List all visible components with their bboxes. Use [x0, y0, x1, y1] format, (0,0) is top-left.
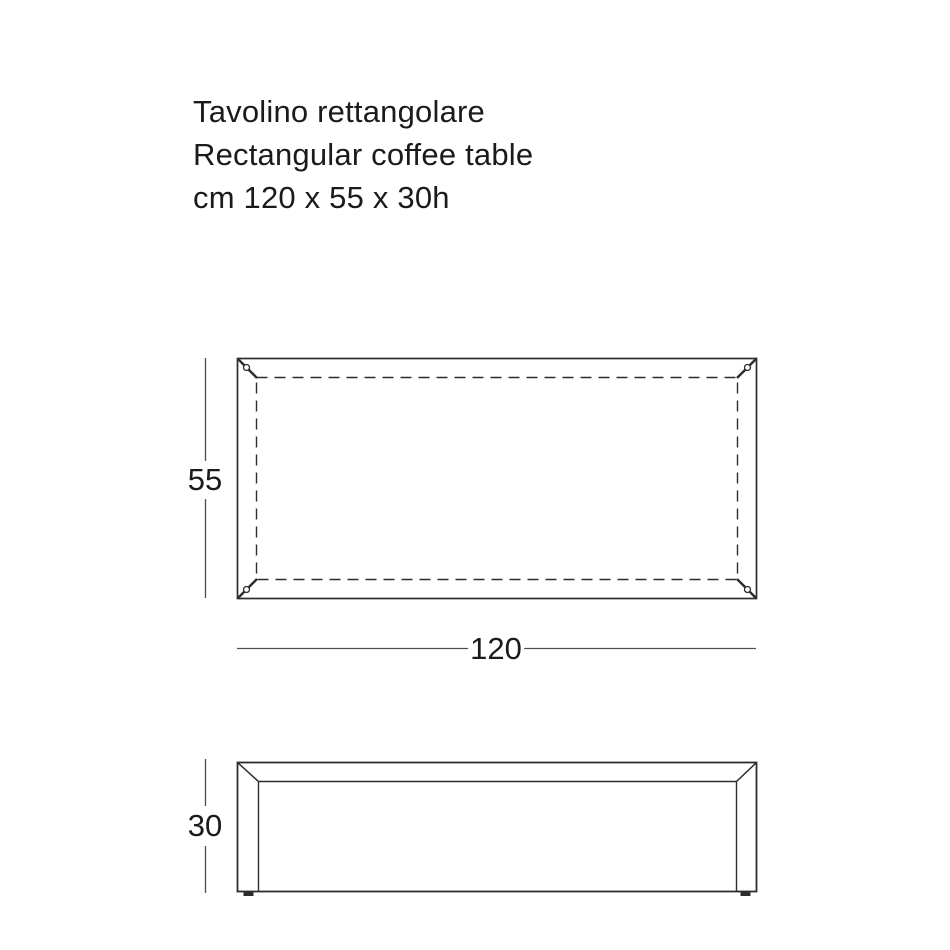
- tabletop-outer-outline: [238, 359, 757, 599]
- front-view: [238, 763, 757, 897]
- corner-screw-icon-bottom-right: [745, 587, 751, 593]
- front-miter-line-right: [737, 763, 757, 782]
- product-title-english: Rectangular coffee table: [193, 137, 534, 172]
- width-dimension-label: 120: [470, 631, 522, 666]
- depth-dimension-label: 55: [187, 462, 223, 497]
- foot-glide-right: [741, 892, 751, 897]
- foot-glide-left: [244, 892, 254, 897]
- corner-screw-icon-top-left: [244, 365, 250, 371]
- corner-screw-icon-bottom-left: [244, 587, 250, 593]
- product-dimensions-text: cm 120 x 55 x 30h: [193, 180, 450, 215]
- front-miter-line-left: [238, 763, 259, 782]
- top-view: [238, 359, 757, 599]
- height-dimension-label: 30: [187, 808, 223, 843]
- product-title-italian: Tavolino rettangolare: [193, 94, 485, 129]
- corner-screw-icon-top-right: [745, 365, 751, 371]
- tabletop-inner-edge-dashed: [257, 378, 738, 580]
